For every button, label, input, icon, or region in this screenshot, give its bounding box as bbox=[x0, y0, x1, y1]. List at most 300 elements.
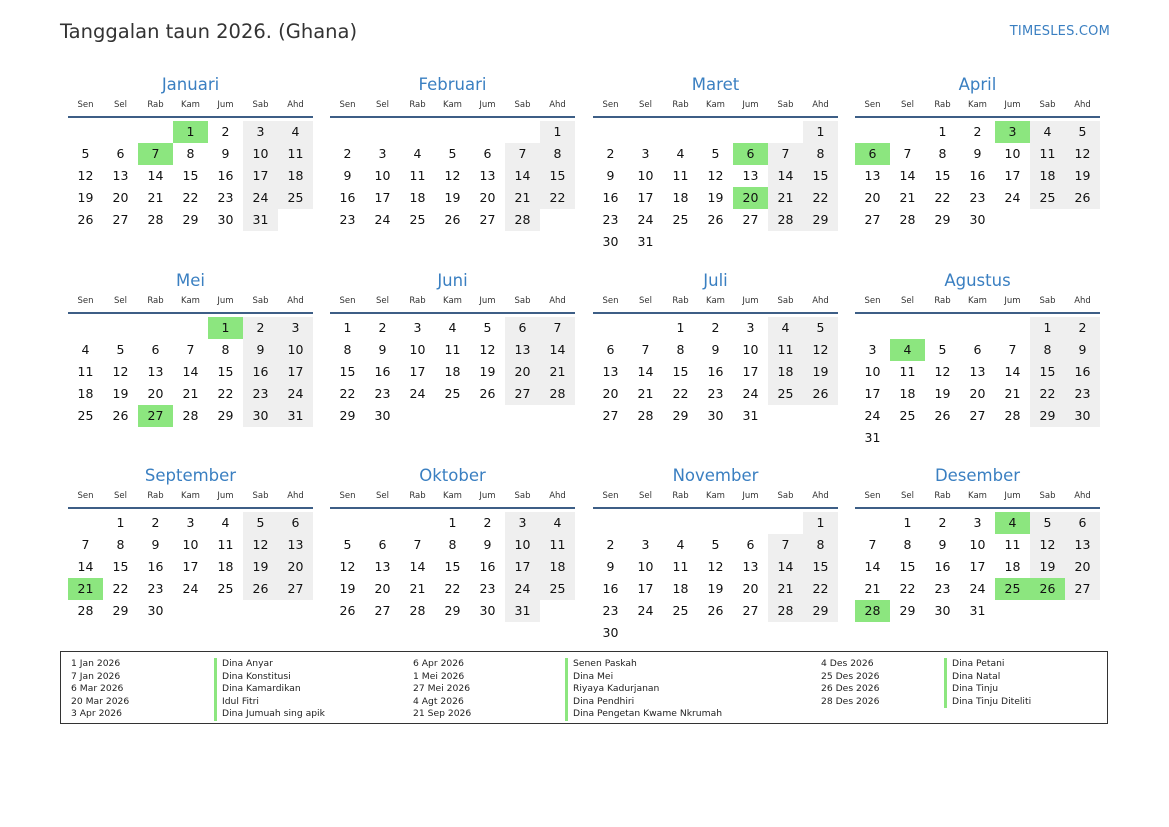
day-cell: 11 bbox=[672, 559, 689, 574]
day-cell: 22 bbox=[182, 190, 199, 205]
day-cell: 11 bbox=[278, 143, 313, 165]
day-cell: 1 bbox=[803, 121, 838, 143]
legend-holiday-name: Dina Kamardikan bbox=[214, 683, 325, 696]
month-name: Desember bbox=[934, 466, 1021, 485]
day-cell: 5 bbox=[1065, 121, 1100, 143]
day-cell: 8 bbox=[803, 143, 838, 165]
day-cell: 18 bbox=[409, 190, 426, 205]
day-cell: 15 bbox=[339, 364, 356, 379]
day-cell: 7 bbox=[505, 143, 540, 165]
weekday-label: Sab bbox=[777, 491, 794, 501]
day-cell: 3 bbox=[641, 146, 650, 161]
day-cell: 30 bbox=[217, 212, 234, 227]
header-rule bbox=[68, 507, 313, 509]
weekday-label: Sen bbox=[339, 296, 356, 306]
weekday-label: Sab bbox=[777, 100, 794, 110]
day-cell: 4 bbox=[448, 320, 457, 335]
holiday-day-cell: 1 bbox=[208, 317, 243, 339]
header-rule bbox=[593, 116, 838, 118]
day-cell: 4 bbox=[540, 512, 575, 534]
weekday-label: Kam bbox=[443, 296, 462, 306]
weekday-label: Sel bbox=[114, 296, 127, 306]
weekday-label: Rab bbox=[934, 296, 951, 306]
day-cell: 20 bbox=[742, 581, 759, 596]
day-cell: 12 bbox=[1030, 534, 1065, 556]
day-cell: 18 bbox=[1004, 559, 1021, 574]
holiday-day-cell: 21 bbox=[68, 578, 103, 600]
day-cell: 20 bbox=[479, 190, 496, 205]
day-cell: 14 bbox=[637, 364, 654, 379]
day-cell: 30 bbox=[934, 603, 951, 618]
weekday-label: Sen bbox=[77, 296, 94, 306]
day-cell: 17 bbox=[637, 190, 654, 205]
day-cell: 25 bbox=[278, 187, 313, 209]
weekday-label: Ahd bbox=[1074, 491, 1091, 501]
day-cell: 2 bbox=[606, 537, 615, 552]
day-cell: 10 bbox=[742, 342, 759, 357]
day-cell: 26 bbox=[803, 383, 838, 405]
day-cell: 15 bbox=[803, 165, 838, 187]
day-cell: 26 bbox=[479, 386, 496, 401]
month-name: April bbox=[958, 75, 997, 94]
month-name: September bbox=[144, 466, 237, 485]
day-cell: 13 bbox=[864, 168, 881, 183]
header-rule bbox=[593, 507, 838, 509]
day-cell: 25 bbox=[1030, 187, 1065, 209]
day-cell: 9 bbox=[343, 168, 352, 183]
day-cell: 3 bbox=[413, 320, 422, 335]
legend-holiday-name: Dina Natal bbox=[944, 671, 1031, 684]
day-cell: 19 bbox=[707, 581, 724, 596]
header-rule bbox=[330, 507, 575, 509]
day-cell: 24 bbox=[243, 187, 278, 209]
weekday-label: Sel bbox=[901, 296, 914, 306]
weekday-label: Sab bbox=[514, 296, 531, 306]
day-cell: 25 bbox=[409, 212, 426, 227]
legend-holiday-name: Dina Anyar bbox=[214, 658, 325, 671]
day-cell: 31 bbox=[742, 408, 759, 423]
day-cell: 11 bbox=[444, 342, 461, 357]
brand-link[interactable]: TIMESLES.COM bbox=[1009, 24, 1110, 39]
day-cell: 28 bbox=[505, 209, 540, 231]
day-cell: 15 bbox=[444, 559, 461, 574]
day-cell: 5 bbox=[803, 317, 838, 339]
day-cell: 25 bbox=[444, 386, 461, 401]
month-name: Februari bbox=[418, 75, 487, 94]
weekday-label: Jum bbox=[742, 491, 759, 501]
day-cell: 29 bbox=[899, 603, 916, 618]
day-cell: 5 bbox=[116, 342, 125, 357]
month-name: Januari bbox=[161, 75, 220, 94]
weekday-header bbox=[68, 491, 313, 503]
weekday-label: Kam bbox=[181, 296, 200, 306]
day-cell: 29 bbox=[112, 603, 129, 618]
day-cell: 4 bbox=[278, 121, 313, 143]
legend-holiday-name: Dina Mei bbox=[565, 671, 722, 684]
day-cell: 10 bbox=[637, 168, 654, 183]
day-cell: 7 bbox=[868, 537, 877, 552]
day-cell: 27 bbox=[505, 383, 540, 405]
day-cell: 21 bbox=[505, 187, 540, 209]
legend-holiday-date: 26 Des 2026 bbox=[821, 683, 880, 694]
day-cell: 11 bbox=[409, 168, 426, 183]
legend-holiday-date: 7 Jan 2026 bbox=[71, 670, 121, 682]
day-cell: 25 bbox=[672, 212, 689, 227]
day-cell: 23 bbox=[969, 190, 986, 205]
day-cell: 9 bbox=[221, 146, 230, 161]
day-cell: 2 bbox=[378, 320, 387, 335]
day-cell: 9 bbox=[938, 537, 947, 552]
day-cell: 7 bbox=[641, 342, 650, 357]
day-cell: 27 bbox=[278, 578, 313, 600]
day-cell: 19 bbox=[243, 556, 278, 578]
weekday-header bbox=[68, 296, 313, 308]
day-cell: 6 bbox=[116, 146, 125, 161]
day-cell: 17 bbox=[243, 165, 278, 187]
day-cell: 7 bbox=[903, 146, 912, 161]
day-cell: 3 bbox=[278, 317, 313, 339]
weekday-label: Sab bbox=[514, 100, 531, 110]
day-cell: 6 bbox=[151, 342, 160, 357]
day-cell: 29 bbox=[444, 603, 461, 618]
day-cell: 8 bbox=[903, 537, 912, 552]
legend-holiday-date: 4 Des 2026 bbox=[821, 658, 874, 669]
day-cell: 10 bbox=[505, 534, 540, 556]
day-cell: 12 bbox=[934, 364, 951, 379]
day-cell: 17 bbox=[742, 364, 759, 379]
weekday-label: Jum bbox=[217, 100, 234, 110]
day-cell: 28 bbox=[182, 408, 199, 423]
day-cell: 5 bbox=[243, 512, 278, 534]
day-cell: 2 bbox=[343, 146, 352, 161]
day-cell: 1 bbox=[1030, 317, 1065, 339]
day-cell: 12 bbox=[77, 168, 94, 183]
day-cell: 15 bbox=[934, 168, 951, 183]
weekday-header bbox=[330, 100, 575, 112]
day-cell: 2 bbox=[606, 146, 615, 161]
day-cell: 27 bbox=[864, 212, 881, 227]
day-cell: 8 bbox=[540, 143, 575, 165]
day-cell: 22 bbox=[217, 386, 234, 401]
legend-holiday-name: Dina Tinju Diteliti bbox=[944, 696, 1031, 709]
day-cell: 14 bbox=[864, 559, 881, 574]
day-cell: 6 bbox=[278, 512, 313, 534]
day-cell: 1 bbox=[803, 512, 838, 534]
day-cell: 21 bbox=[540, 361, 575, 383]
day-cell: 10 bbox=[374, 168, 391, 183]
day-cell: 17 bbox=[278, 361, 313, 383]
day-cell: 22 bbox=[540, 187, 575, 209]
legend-holiday-date: 1 Mei 2026 bbox=[413, 670, 465, 682]
day-cell: 24 bbox=[1004, 190, 1021, 205]
holiday-legend bbox=[60, 651, 1108, 724]
day-cell: 26 bbox=[934, 408, 951, 423]
day-cell: 30 bbox=[479, 603, 496, 618]
weekday-label: Sel bbox=[376, 296, 389, 306]
header-rule bbox=[593, 312, 838, 314]
weekday-label: Sen bbox=[602, 296, 619, 306]
day-cell: 22 bbox=[112, 581, 129, 596]
weekday-label: Sen bbox=[602, 491, 619, 501]
day-cell: 6 bbox=[973, 342, 982, 357]
day-cell: 1 bbox=[448, 515, 457, 530]
day-cell: 14 bbox=[899, 168, 916, 183]
day-cell: 28 bbox=[637, 408, 654, 423]
day-cell: 24 bbox=[742, 386, 759, 401]
legend-holiday-date: 27 Mei 2026 bbox=[413, 683, 471, 694]
day-cell: 30 bbox=[147, 603, 164, 618]
day-cell: 28 bbox=[540, 383, 575, 405]
day-cell: 9 bbox=[711, 342, 720, 357]
legend-holiday-name: Dina Konstitusi bbox=[214, 671, 325, 684]
day-cell: 18 bbox=[672, 581, 689, 596]
day-cell: 2 bbox=[151, 515, 160, 530]
weekday-label: Ahd bbox=[1074, 296, 1091, 306]
day-cell: 14 bbox=[540, 339, 575, 361]
weekday-label: Sel bbox=[376, 100, 389, 110]
day-cell: 11 bbox=[672, 168, 689, 183]
day-cell: 9 bbox=[378, 342, 387, 357]
weekday-label: Sen bbox=[339, 491, 356, 501]
weekday-label: Kam bbox=[968, 100, 987, 110]
day-cell: 24 bbox=[864, 408, 881, 423]
day-cell: 29 bbox=[672, 408, 689, 423]
weekday-header bbox=[855, 100, 1100, 112]
day-cell: 24 bbox=[505, 578, 540, 600]
day-cell: 23 bbox=[934, 581, 951, 596]
day-cell: 6 bbox=[606, 342, 615, 357]
day-cell: 16 bbox=[707, 364, 724, 379]
day-cell: 10 bbox=[864, 364, 881, 379]
day-cell: 5 bbox=[938, 342, 947, 357]
weekday-label: Sab bbox=[252, 296, 269, 306]
weekday-label: Rab bbox=[147, 100, 164, 110]
day-cell: 13 bbox=[602, 364, 619, 379]
weekday-label: Kam bbox=[181, 491, 200, 501]
weekday-header bbox=[330, 296, 575, 308]
day-cell: 22 bbox=[672, 386, 689, 401]
day-cell: 12 bbox=[1065, 143, 1100, 165]
day-cell: 24 bbox=[278, 383, 313, 405]
day-cell: 9 bbox=[606, 559, 615, 574]
day-cell: 22 bbox=[803, 578, 838, 600]
day-cell: 25 bbox=[672, 603, 689, 618]
day-cell: 15 bbox=[803, 556, 838, 578]
day-cell: 5 bbox=[711, 146, 720, 161]
weekday-label: Ahd bbox=[287, 296, 304, 306]
day-cell: 13 bbox=[742, 168, 759, 183]
day-cell: 13 bbox=[147, 364, 164, 379]
day-cell: 16 bbox=[217, 168, 234, 183]
holiday-day-cell: 6 bbox=[733, 143, 768, 165]
day-cell: 30 bbox=[602, 234, 619, 249]
day-cell: 23 bbox=[147, 581, 164, 596]
day-cell: 18 bbox=[77, 386, 94, 401]
day-cell: 7 bbox=[540, 317, 575, 339]
legend-holiday-name: Riyaya Kadurjanan bbox=[565, 683, 722, 696]
day-cell: 13 bbox=[969, 364, 986, 379]
legend-names-col1 bbox=[214, 658, 325, 721]
day-cell: 8 bbox=[116, 537, 125, 552]
day-cell: 1 bbox=[938, 124, 947, 139]
weekday-label: Sen bbox=[864, 491, 881, 501]
day-cell: 10 bbox=[1004, 146, 1021, 161]
day-cell: 3 bbox=[868, 342, 877, 357]
day-cell: 9 bbox=[151, 537, 160, 552]
day-cell: 19 bbox=[77, 190, 94, 205]
day-cell: 2 bbox=[973, 124, 982, 139]
day-cell: 14 bbox=[768, 165, 803, 187]
day-cell: 16 bbox=[339, 190, 356, 205]
day-cell: 10 bbox=[969, 537, 986, 552]
weekday-label: Sen bbox=[77, 491, 94, 501]
day-cell: 7 bbox=[768, 143, 803, 165]
day-cell: 24 bbox=[374, 212, 391, 227]
day-cell: 18 bbox=[278, 165, 313, 187]
month-name: Juli bbox=[703, 271, 728, 290]
day-cell: 15 bbox=[112, 559, 129, 574]
header-rule bbox=[330, 312, 575, 314]
day-cell: 14 bbox=[505, 165, 540, 187]
weekday-label: Rab bbox=[672, 296, 689, 306]
day-cell: 14 bbox=[77, 559, 94, 574]
day-cell: 9 bbox=[1065, 339, 1100, 361]
day-cell: 7 bbox=[81, 537, 90, 552]
day-cell: 30 bbox=[969, 212, 986, 227]
weekday-label: Sab bbox=[514, 491, 531, 501]
day-cell: 16 bbox=[602, 581, 619, 596]
weekday-label: Jum bbox=[1004, 296, 1021, 306]
legend-names-col2 bbox=[565, 658, 722, 721]
day-cell: 5 bbox=[1030, 512, 1065, 534]
day-cell: 1 bbox=[903, 515, 912, 530]
day-cell: 4 bbox=[81, 342, 90, 357]
weekday-label: Ahd bbox=[549, 100, 566, 110]
day-cell: 19 bbox=[934, 386, 951, 401]
day-cell: 24 bbox=[637, 603, 654, 618]
day-cell: 24 bbox=[969, 581, 986, 596]
day-cell: 21 bbox=[768, 187, 803, 209]
weekday-label: Rab bbox=[672, 491, 689, 501]
day-cell: 7 bbox=[768, 534, 803, 556]
day-cell: 19 bbox=[1030, 556, 1065, 578]
day-cell: 5 bbox=[483, 320, 492, 335]
weekday-label: Sab bbox=[777, 296, 794, 306]
holiday-day-cell: 28 bbox=[855, 600, 890, 622]
day-cell: 30 bbox=[707, 408, 724, 423]
day-cell: 25 bbox=[540, 578, 575, 600]
day-cell: 2 bbox=[711, 320, 720, 335]
weekday-label: Jum bbox=[479, 296, 496, 306]
legend-holiday-date: 6 Apr 2026 bbox=[413, 658, 464, 669]
day-cell: 19 bbox=[444, 190, 461, 205]
day-cell: 3 bbox=[641, 537, 650, 552]
day-cell: 17 bbox=[1004, 168, 1021, 183]
day-cell: 19 bbox=[479, 364, 496, 379]
weekday-label: Sab bbox=[252, 100, 269, 110]
day-cell: 5 bbox=[343, 537, 352, 552]
day-cell: 29 bbox=[217, 408, 234, 423]
day-cell: 20 bbox=[147, 386, 164, 401]
day-cell: 3 bbox=[746, 320, 755, 335]
day-cell: 22 bbox=[803, 187, 838, 209]
day-cell: 31 bbox=[637, 234, 654, 249]
day-cell: 15 bbox=[217, 364, 234, 379]
legend-holiday-date: 25 Des 2026 bbox=[821, 670, 880, 682]
legend-names-col3 bbox=[944, 658, 1031, 708]
day-cell: 27 bbox=[969, 408, 986, 423]
day-cell: 20 bbox=[278, 556, 313, 578]
legend-holiday-date: 20 Mar 2026 bbox=[71, 695, 130, 707]
day-cell: 4 bbox=[768, 317, 803, 339]
day-cell: 11 bbox=[77, 364, 94, 379]
weekday-header bbox=[593, 296, 838, 308]
weekday-label: Sen bbox=[77, 100, 94, 110]
holiday-day-cell: 20 bbox=[733, 187, 768, 209]
weekday-header bbox=[593, 100, 838, 112]
day-cell: 23 bbox=[339, 212, 356, 227]
day-cell: 28 bbox=[409, 603, 426, 618]
day-cell: 27 bbox=[602, 408, 619, 423]
day-cell: 11 bbox=[1004, 537, 1021, 552]
day-cell: 30 bbox=[243, 405, 278, 427]
weekday-label: Rab bbox=[934, 100, 951, 110]
legend-holiday-date: 3 Apr 2026 bbox=[71, 708, 122, 719]
day-cell: 6 bbox=[505, 317, 540, 339]
weekday-label: Ahd bbox=[549, 491, 566, 501]
day-cell: 26 bbox=[707, 603, 724, 618]
day-cell: 5 bbox=[81, 146, 90, 161]
day-cell: 25 bbox=[217, 581, 234, 596]
day-cell: 10 bbox=[637, 559, 654, 574]
day-cell: 13 bbox=[1065, 534, 1100, 556]
legend-holiday-name: Dina Petani bbox=[944, 658, 1031, 671]
day-cell: 29 bbox=[803, 600, 838, 622]
day-cell: 23 bbox=[1065, 383, 1100, 405]
day-cell: 6 bbox=[483, 146, 492, 161]
day-cell: 10 bbox=[278, 339, 313, 361]
day-cell: 29 bbox=[182, 212, 199, 227]
day-cell: 10 bbox=[182, 537, 199, 552]
weekday-label: Rab bbox=[409, 491, 426, 501]
legend-holiday-name: Dina Tinju bbox=[944, 683, 1031, 696]
day-cell: 17 bbox=[374, 190, 391, 205]
weekday-label: Rab bbox=[672, 100, 689, 110]
day-cell: 25 bbox=[768, 383, 803, 405]
day-cell: 16 bbox=[479, 559, 496, 574]
legend-holiday-date: 6 Mar 2026 bbox=[71, 683, 124, 694]
weekday-label: Jum bbox=[742, 296, 759, 306]
weekday-label: Sel bbox=[639, 296, 652, 306]
day-cell: 12 bbox=[479, 342, 496, 357]
day-cell: 26 bbox=[1065, 187, 1100, 209]
day-cell: 2 bbox=[243, 317, 278, 339]
day-cell: 28 bbox=[768, 600, 803, 622]
day-cell: 6 bbox=[746, 537, 755, 552]
weekday-header bbox=[593, 491, 838, 503]
day-cell: 9 bbox=[243, 339, 278, 361]
day-cell: 14 bbox=[409, 559, 426, 574]
day-cell: 29 bbox=[1030, 405, 1065, 427]
day-cell: 20 bbox=[1065, 556, 1100, 578]
day-cell: 29 bbox=[934, 212, 951, 227]
day-cell: 18 bbox=[540, 556, 575, 578]
day-cell: 17 bbox=[409, 364, 426, 379]
day-cell: 12 bbox=[803, 339, 838, 361]
day-cell: 9 bbox=[483, 537, 492, 552]
day-cell: 4 bbox=[676, 537, 685, 552]
day-cell: 27 bbox=[742, 603, 759, 618]
